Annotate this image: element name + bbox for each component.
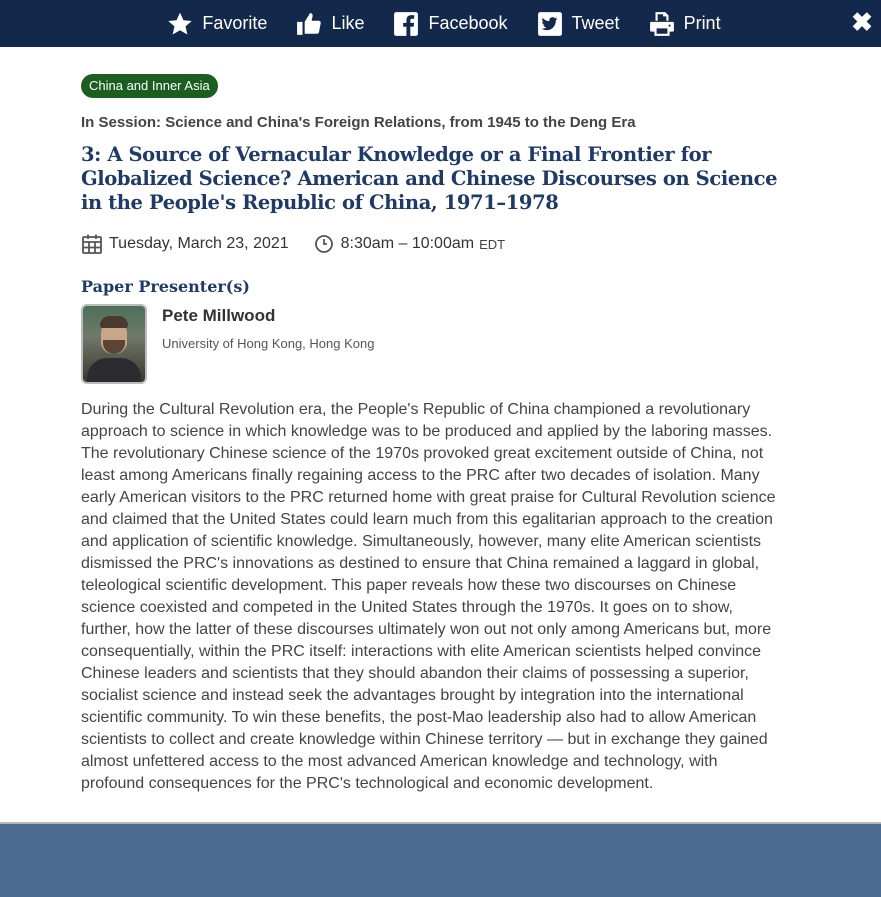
tweet-label: Tweet [571,13,620,33]
paper-abstract: During the Cultural Revolution era, the People's Republic of China championed a revolutionary approach to science in which knowledge was to be produced and applied by the laboring masses. The revolutionary Chinese science of the 1970s provoked great excitement outside of China, not least among Americans finally regaining access to the PRC after two decades of isolation. Many early American visitors to the PRC returned home with great praise for Cultural Revolution science and claimed that the United States could learn much from this egalitarian approach to the creation and application of scientific knowledge. Simultaneously, however, many elite American scientists dismissed the PRC's innovations as destined to ensure that China remained a laggard in global, teleological scientific development. This paper reveals how these two discourses on Chinese science coexisted and competed in the United States through the 1970s. It goes on to show, further, how the latter of these discourses ultimately won out not only among Americans but, more consequentially, within the PRC itself: interactions with elite American scientists helped convince Chinese leaders and scientists that they should abandon their claims of possessing a superior, socialist science and instead seek the advantages brought by integration into the international scientific community. To win these benefits, the post-Mao leadership also had to allow American scientists to collect and create knowledge within Chinese territory — but in exchange they gained almost unfettered access to the most advanced American knowledge and technology, with profound consequences for the PRC's technological and economic development. [81,401,776,792]
toolbar-actions [166,10,720,38]
category-tag[interactable]: China and Inner Asia [81,74,218,98]
presenter-card [81,304,781,384]
calendar-icon [81,233,103,255]
print-button[interactable] [648,10,721,38]
facebook-icon [392,10,420,38]
timezone: EDT [479,236,506,252]
session-line [81,114,781,131]
top-toolbar [0,0,881,47]
avatar[interactable] [81,304,147,384]
presenter-name[interactable]: Pete Millwood [162,306,276,325]
star-icon [166,10,194,38]
tweet-button[interactable] [536,10,620,38]
printer-icon [648,10,676,38]
session-time [313,233,505,255]
time-range: 8:30am – 10:00am [340,235,475,252]
clock-icon [313,233,335,255]
presenters-heading: Paper Presenter(s) [81,277,250,296]
twitter-icon [536,10,564,38]
thumbs-up-icon [295,10,323,38]
paper-details [81,74,781,795]
print-label: Print [683,13,721,33]
date-time-row [81,233,781,255]
favorite-label: Favorite [202,13,268,33]
session-detail-panel [0,47,881,824]
presenter-info [162,304,374,384]
session-label: In Session: [81,114,162,131]
session-date: Tuesday, March 23, 2021 [109,235,289,252]
facebook-button[interactable] [392,10,507,38]
facebook-label: Facebook [428,13,508,33]
paper-title: 3: A Source of Vernacular Knowledge or a Final Frontier for Globalized Science? American and Chinese Discourses on Science in the People's Republic of China, 1971–1978 [81,143,778,214]
session-name-link[interactable]: Science and China's Foreign Relations, from 1945 to the Deng Era [165,114,636,131]
like-button[interactable] [295,10,364,38]
favorite-button[interactable] [166,10,267,38]
like-label: Like [331,13,365,33]
presenter-affiliation: University of Hong Kong, Hong Kong [162,336,375,351]
close-icon[interactable]: ✖ [851,7,873,37]
